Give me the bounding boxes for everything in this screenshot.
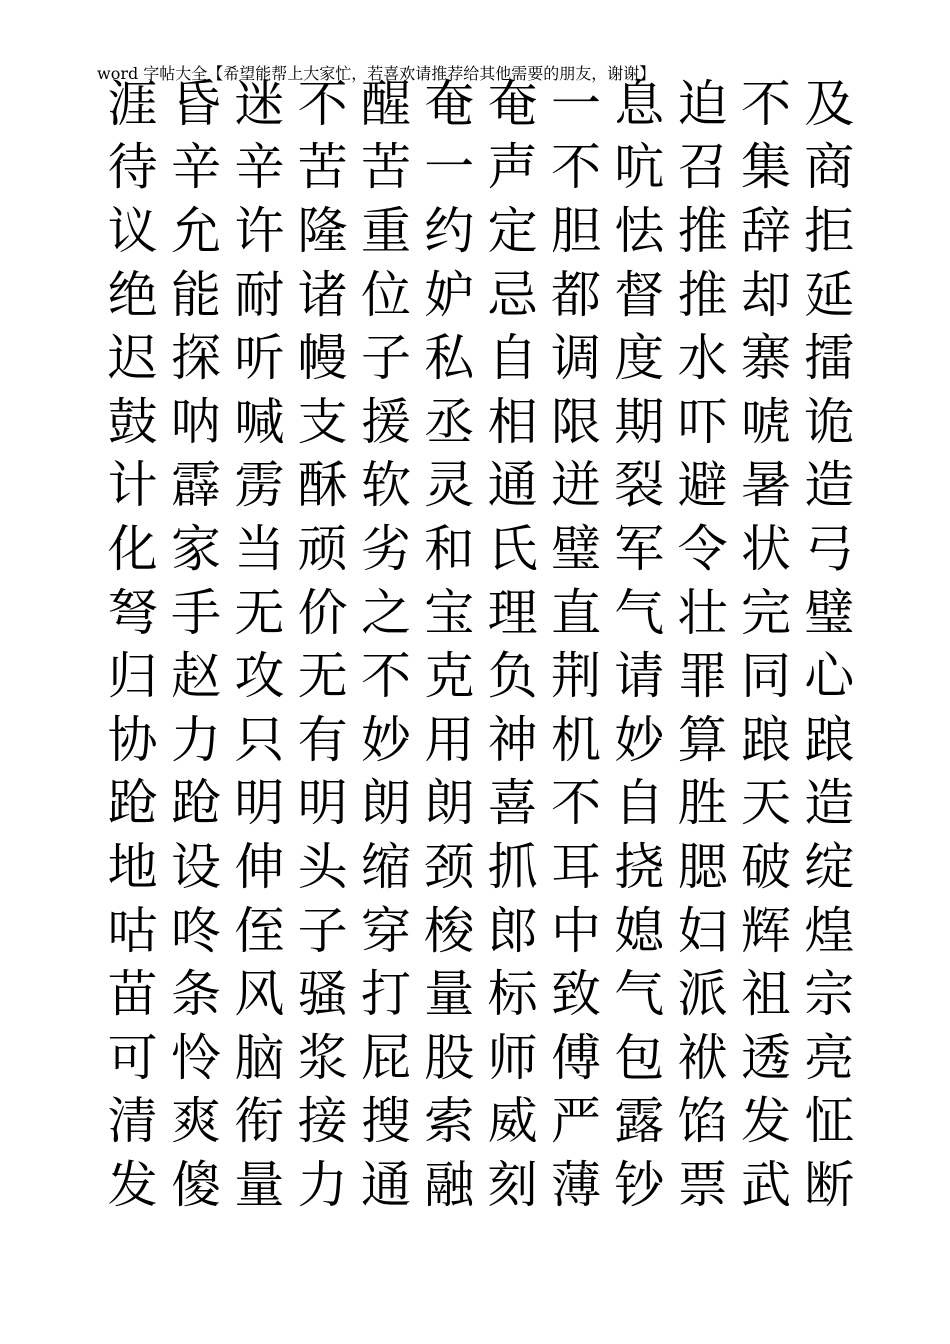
character-cell: 期 xyxy=(614,392,665,451)
character-cell: 协 xyxy=(107,710,158,769)
character-cell: 能 xyxy=(170,265,221,324)
character-cell: 断 xyxy=(804,1155,855,1214)
character-cell: 都 xyxy=(550,265,601,324)
character-row xyxy=(101,581,861,645)
character-cell: 郎 xyxy=(487,901,538,960)
character-row xyxy=(101,899,861,963)
character-cell: 涯 xyxy=(107,74,158,133)
character-cell: 可 xyxy=(107,1028,158,1087)
character-cell: 无 xyxy=(234,583,285,642)
character-cell: 包 xyxy=(614,1028,665,1087)
character-cell: 自 xyxy=(614,774,665,833)
character-cell: 请 xyxy=(614,647,665,706)
character-cell: 标 xyxy=(487,965,538,1024)
character-cell: 家 xyxy=(170,519,221,578)
character-cell: 耐 xyxy=(234,265,285,324)
character-cell: 待 xyxy=(107,138,158,197)
character-cell: 绝 xyxy=(107,265,158,324)
character-cell: 价 xyxy=(297,583,348,642)
character-cell: 咕 xyxy=(107,901,158,960)
character-cell: 迟 xyxy=(107,329,158,388)
character-cell: 直 xyxy=(550,583,601,642)
character-cell: 相 xyxy=(487,392,538,451)
character-cell: 骚 xyxy=(297,965,348,1024)
character-cell: 怯 xyxy=(614,201,665,260)
character-cell: 造 xyxy=(804,774,855,833)
character-cell: 奄 xyxy=(487,74,538,133)
character-cell: 致 xyxy=(550,965,601,1024)
character-cell: 擂 xyxy=(804,329,855,388)
character-grid xyxy=(101,72,861,1217)
character-cell: 酥 xyxy=(297,456,348,515)
character-cell: 明 xyxy=(234,774,285,833)
character-cell: 苦 xyxy=(297,138,348,197)
character-cell: 师 xyxy=(487,1028,538,1087)
character-cell: 亮 xyxy=(804,1028,855,1087)
character-cell: 醒 xyxy=(360,74,411,133)
character-cell: 票 xyxy=(677,1155,728,1214)
character-cell: 隆 xyxy=(297,201,348,260)
character-cell: 集 xyxy=(740,138,791,197)
character-cell: 允 xyxy=(170,201,221,260)
character-cell: 赵 xyxy=(170,647,221,706)
character-cell: 拒 xyxy=(804,201,855,260)
character-cell: 裂 xyxy=(614,456,665,515)
character-cell: 刻 xyxy=(487,1155,538,1214)
character-cell: 克 xyxy=(424,647,475,706)
character-cell: 议 xyxy=(107,201,158,260)
character-cell: 推 xyxy=(677,265,728,324)
character-cell: 用 xyxy=(424,710,475,769)
character-cell: 胜 xyxy=(677,774,728,833)
character-cell: 声 xyxy=(487,138,538,197)
character-cell: 接 xyxy=(297,1092,348,1151)
character-cell: 手 xyxy=(170,583,221,642)
character-cell: 一 xyxy=(424,138,475,197)
character-cell: 明 xyxy=(297,774,348,833)
character-cell: 条 xyxy=(170,965,221,1024)
character-cell: 苗 xyxy=(107,965,158,1024)
character-cell: 天 xyxy=(740,774,791,833)
character-cell: 不 xyxy=(360,647,411,706)
character-row xyxy=(101,263,861,327)
character-cell: 当 xyxy=(234,519,285,578)
character-cell: 挠 xyxy=(614,837,665,896)
character-cell: 威 xyxy=(487,1092,538,1151)
character-cell: 吭 xyxy=(614,138,665,197)
character-cell: 袱 xyxy=(677,1028,728,1087)
character-row xyxy=(101,454,861,518)
character-cell: 脑 xyxy=(234,1028,285,1087)
character-cell: 傻 xyxy=(170,1155,221,1214)
character-cell: 调 xyxy=(550,329,601,388)
character-cell: 耳 xyxy=(550,837,601,896)
character-cell: 朗 xyxy=(360,774,411,833)
character-cell: 无 xyxy=(297,647,348,706)
character-cell: 迷 xyxy=(234,74,285,133)
character-cell: 抓 xyxy=(487,837,538,896)
character-cell: 位 xyxy=(360,265,411,324)
character-cell: 搜 xyxy=(360,1092,411,1151)
character-cell: 露 xyxy=(614,1092,665,1151)
character-cell: 朗 xyxy=(424,774,475,833)
character-row xyxy=(101,1090,861,1154)
character-row xyxy=(101,326,861,390)
character-cell: 侄 xyxy=(234,901,285,960)
character-cell: 设 xyxy=(170,837,221,896)
character-cell: 清 xyxy=(107,1092,158,1151)
character-cell: 算 xyxy=(677,710,728,769)
character-cell: 令 xyxy=(677,519,728,578)
character-row xyxy=(101,72,861,136)
character-cell: 腮 xyxy=(677,837,728,896)
character-cell: 呐 xyxy=(170,392,221,451)
character-cell: 及 xyxy=(804,74,855,133)
character-row xyxy=(101,835,861,899)
character-cell: 弓 xyxy=(804,519,855,578)
character-cell: 穿 xyxy=(360,901,411,960)
character-cell: 机 xyxy=(550,710,601,769)
character-cell: 头 xyxy=(297,837,348,896)
character-cell: 神 xyxy=(487,710,538,769)
character-cell: 理 xyxy=(487,583,538,642)
character-row xyxy=(101,1153,861,1217)
character-cell: 吓 xyxy=(677,392,728,451)
character-row xyxy=(101,517,861,581)
character-cell: 钞 xyxy=(614,1155,665,1214)
character-row xyxy=(101,199,861,263)
character-cell: 不 xyxy=(297,74,348,133)
character-cell: 推 xyxy=(677,201,728,260)
character-cell: 颈 xyxy=(424,837,475,896)
character-cell: 弩 xyxy=(107,583,158,642)
character-cell: 宗 xyxy=(804,965,855,1024)
character-cell: 雳 xyxy=(234,456,285,515)
character-cell: 跄 xyxy=(107,774,158,833)
character-cell: 只 xyxy=(234,710,285,769)
character-cell: 打 xyxy=(360,965,411,1024)
character-cell: 煌 xyxy=(804,901,855,960)
character-cell: 软 xyxy=(360,456,411,515)
character-cell: 梭 xyxy=(424,901,475,960)
character-cell: 军 xyxy=(614,519,665,578)
character-cell: 浆 xyxy=(297,1028,348,1087)
character-cell: 却 xyxy=(740,265,791,324)
character-cell: 唬 xyxy=(740,392,791,451)
character-row xyxy=(101,708,861,772)
character-cell: 不 xyxy=(550,774,601,833)
character-cell: 灵 xyxy=(424,456,475,515)
character-cell: 援 xyxy=(360,392,411,451)
character-cell: 氏 xyxy=(487,519,538,578)
character-cell: 计 xyxy=(107,456,158,515)
character-cell: 化 xyxy=(107,519,158,578)
character-cell: 支 xyxy=(297,392,348,451)
character-cell: 气 xyxy=(614,965,665,1024)
character-cell: 胆 xyxy=(550,201,601,260)
character-cell: 寨 xyxy=(740,329,791,388)
character-cell: 状 xyxy=(740,519,791,578)
character-cell: 衔 xyxy=(234,1092,285,1151)
character-cell: 喜 xyxy=(487,774,538,833)
character-cell: 暑 xyxy=(740,456,791,515)
character-cell: 通 xyxy=(487,456,538,515)
character-cell: 探 xyxy=(170,329,221,388)
character-cell: 发 xyxy=(107,1155,158,1214)
character-cell: 水 xyxy=(677,329,728,388)
character-cell: 丞 xyxy=(424,392,475,451)
character-cell: 督 xyxy=(614,265,665,324)
character-cell: 归 xyxy=(107,647,158,706)
character-cell: 之 xyxy=(360,583,411,642)
character-cell: 媳 xyxy=(614,901,665,960)
character-cell: 馅 xyxy=(677,1092,728,1151)
character-cell: 攻 xyxy=(234,647,285,706)
character-cell: 忌 xyxy=(487,265,538,324)
character-cell: 风 xyxy=(234,965,285,1024)
character-cell: 诸 xyxy=(297,265,348,324)
character-cell: 迫 xyxy=(677,74,728,133)
character-cell: 融 xyxy=(424,1155,475,1214)
character-cell: 派 xyxy=(677,965,728,1024)
character-cell: 定 xyxy=(487,201,538,260)
character-cell: 妒 xyxy=(424,265,475,324)
character-cell: 爽 xyxy=(170,1092,221,1151)
character-cell: 发 xyxy=(740,1092,791,1151)
character-cell: 薄 xyxy=(550,1155,601,1214)
character-cell: 跄 xyxy=(170,774,221,833)
character-cell: 负 xyxy=(487,647,538,706)
character-cell: 听 xyxy=(234,329,285,388)
character-cell: 霹 xyxy=(170,456,221,515)
character-cell: 和 xyxy=(424,519,475,578)
character-cell: 有 xyxy=(297,710,348,769)
character-cell: 辞 xyxy=(740,201,791,260)
character-cell: 奄 xyxy=(424,74,475,133)
character-cell: 力 xyxy=(170,710,221,769)
character-cell: 幔 xyxy=(297,329,348,388)
character-cell: 通 xyxy=(360,1155,411,1214)
character-cell: 屁 xyxy=(360,1028,411,1087)
character-cell: 量 xyxy=(424,965,475,1024)
character-cell: 度 xyxy=(614,329,665,388)
character-cell: 怜 xyxy=(170,1028,221,1087)
character-cell: 璧 xyxy=(550,519,601,578)
character-cell: 不 xyxy=(550,138,601,197)
character-cell: 息 xyxy=(614,74,665,133)
character-cell: 透 xyxy=(740,1028,791,1087)
character-cell: 傅 xyxy=(550,1028,601,1087)
character-cell: 辛 xyxy=(170,138,221,197)
character-row xyxy=(101,1026,861,1090)
character-cell: 子 xyxy=(297,901,348,960)
character-cell: 同 xyxy=(740,647,791,706)
character-cell: 力 xyxy=(297,1155,348,1214)
character-cell: 踉 xyxy=(804,710,855,769)
character-cell: 不 xyxy=(740,74,791,133)
character-cell: 宝 xyxy=(424,583,475,642)
character-cell: 咚 xyxy=(170,901,221,960)
character-cell: 造 xyxy=(804,456,855,515)
character-cell: 武 xyxy=(740,1155,791,1214)
character-cell: 踉 xyxy=(740,710,791,769)
character-cell: 重 xyxy=(360,201,411,260)
character-cell: 辛 xyxy=(234,138,285,197)
character-cell: 量 xyxy=(234,1155,285,1214)
character-row xyxy=(101,644,861,708)
character-cell: 昏 xyxy=(170,74,221,133)
character-cell: 辉 xyxy=(740,901,791,960)
character-cell: 限 xyxy=(550,392,601,451)
character-cell: 子 xyxy=(360,329,411,388)
character-cell: 心 xyxy=(804,647,855,706)
character-cell: 延 xyxy=(804,265,855,324)
character-cell: 壮 xyxy=(677,583,728,642)
character-cell: 商 xyxy=(804,138,855,197)
character-cell: 妙 xyxy=(614,710,665,769)
character-cell: 召 xyxy=(677,138,728,197)
character-cell: 严 xyxy=(550,1092,601,1151)
character-cell: 迸 xyxy=(550,456,601,515)
character-cell: 鼓 xyxy=(107,392,158,451)
character-row xyxy=(101,772,861,836)
character-cell: 气 xyxy=(614,583,665,642)
character-cell: 私 xyxy=(424,329,475,388)
page-header: word 字帖大全【希望能帮上大家忙，若喜欢请推荐给其他需要的朋友，谢谢】 xyxy=(97,64,656,83)
character-cell: 诡 xyxy=(804,392,855,451)
character-cell: 地 xyxy=(107,837,158,896)
character-cell: 一 xyxy=(550,74,601,133)
character-cell: 罪 xyxy=(677,647,728,706)
character-row xyxy=(101,136,861,200)
character-row xyxy=(101,390,861,454)
character-cell: 伸 xyxy=(234,837,285,896)
character-row xyxy=(101,962,861,1026)
character-cell: 荆 xyxy=(550,647,601,706)
character-cell: 避 xyxy=(677,456,728,515)
character-cell: 璧 xyxy=(804,583,855,642)
character-cell: 祖 xyxy=(740,965,791,1024)
character-cell: 索 xyxy=(424,1092,475,1151)
character-cell: 约 xyxy=(424,201,475,260)
character-cell: 缩 xyxy=(360,837,411,896)
character-cell: 妇 xyxy=(677,901,728,960)
character-cell: 许 xyxy=(234,201,285,260)
character-cell: 苦 xyxy=(360,138,411,197)
character-cell: 怔 xyxy=(804,1092,855,1151)
character-cell: 完 xyxy=(740,583,791,642)
character-cell: 破 xyxy=(740,837,791,896)
character-cell: 妙 xyxy=(360,710,411,769)
character-cell: 中 xyxy=(550,901,601,960)
character-cell: 股 xyxy=(424,1028,475,1087)
character-cell: 自 xyxy=(487,329,538,388)
character-cell: 劣 xyxy=(360,519,411,578)
character-cell: 顽 xyxy=(297,519,348,578)
character-cell: 绽 xyxy=(804,837,855,896)
character-cell: 喊 xyxy=(234,392,285,451)
